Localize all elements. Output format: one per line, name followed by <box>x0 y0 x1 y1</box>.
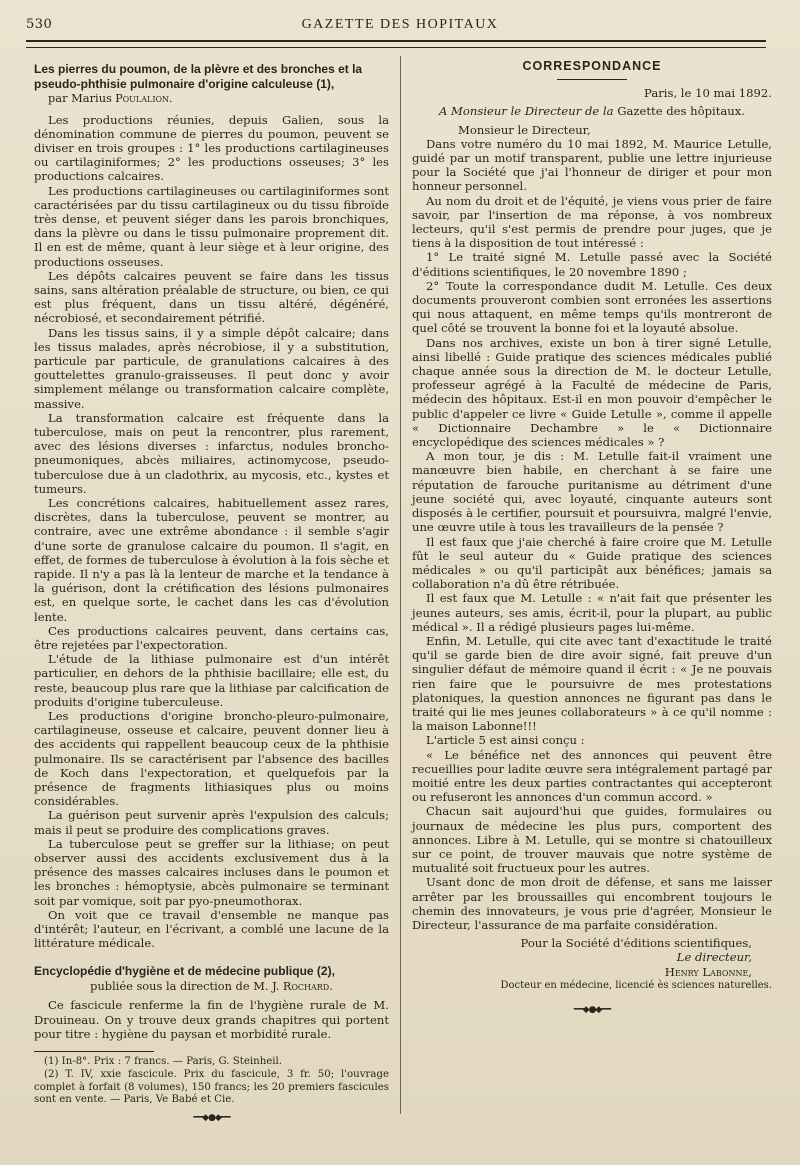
signature-society: Pour la Société d'éditions scientifiques, <box>520 936 752 951</box>
right-column <box>412 56 772 1021</box>
paragraph: Il est faux que M. Letulle : « n'ait fait que présenter les jeunes auteurs, ses amis, écrit-il, pour la plupart, au public médical ». Il a rédigé plusieurs pages lui-même. <box>412 591 772 634</box>
footnote-rule <box>34 1051 154 1052</box>
paragraph: Les productions d'origine broncho-pleuro-pulmonaire, cartilagineuse, osseuse et calcaire, peuvent donner lieu à des accidents qui rappellent beaucoup ceux de la phthisie pulmonaire. Ils se caractérisent par l'absence des bacilles de Koch dans l'expectoration, et quelquefois par la présence de fragments lithiasiques plus ou moins considérables. <box>34 709 389 809</box>
footnote: (1) In-8°. Prix : 7 francs. — Paris, G. Steinheil. <box>44 1056 283 1068</box>
paragraph: Dans votre numéro du 10 mai 1892, M. Maurice Letulle, guidé par un motif transparent, publie une lettre injurieuse pour la Société que j'ai l'honneur de diriger et pour mon honneur personnel. <box>412 136 772 194</box>
paragraph: Dans les tissus sains, il y a simple dépôt calcaire; dans les tissus malades, après nécrobiose, il y a substitution, particule par particule, de granulations calcaires à des gouttelettes granulo-graisseuses. Il peut donc y avoir simplement mélange ou transformation calcaire complète, massive. <box>34 325 389 411</box>
running-title: GAZETTE DES HOPITAUX <box>301 17 499 32</box>
salutation: Monsieur le Directeur, <box>458 122 591 137</box>
author-name: Poulalion <box>115 92 170 105</box>
paragraph: Les productions cartilagineuses ou cartilaginiformes sont caractérisées par du tissu cartilagineux ou du tissu fibroïde très dense, et peuvent siéger dans les parois bronchiques, dans la plèvre ou dans le tissu pulmonaire proprement dit. Il en est de même, quant à leur siège et à leur origine, des productions osseuses. <box>34 183 389 269</box>
paragraph: Dans nos archives, existe un bon à tirer signé Letulle, ainsi libellé : Guide pratique des sciences médicales publié chaque année sous la direction de M. le docteur Letulle, professeur agrégé à la Faculté de médecine de Paris, médecin des hôpitaux. Est-il en mon pouvoir d'empêcher le public d'appeler ce livre « Guide Letulle », comme il appelle « Dictionnaire Dechambre » le « Dictionnaire encyclopédique des sciences médicales » ? <box>412 335 772 450</box>
paragraph: On voit que ce travail d'ensemble ne manque pas d'intérêt; l'auteur, en l'écrivant, a comblé une lacune de la littérature médicale. <box>34 907 389 951</box>
paragraph: 2° Toute la correspondance dudit M. Letulle. Ces deux documents prouveront combien sont erronées les assertions qui nous attaquent, en même temps qu'ils montreront de quel côté se trouvent la bonne foi et la loyauté absolue. <box>412 278 772 336</box>
header-rule <box>26 40 766 48</box>
paragraph: Au nom du droit et de l'équité, je viens vous prier de faire savoir, par l'insertion de ma réponse, à vos nombreux lecteurs, qu'il s'est permis de prendre pour juges, que je tiens à la disposition de tout intéressé : <box>412 193 772 251</box>
subtitle-prefix: publiée sous la direction de M. J. <box>90 978 280 993</box>
paragraph: Usant donc de mon droit de défense, et sans me laisser arrêter par les broussailles qui encombrent toujours le chemin des innovateurs, je vous prie d'agréer, Monsieur le Directeur, l'assurance de ma parfaite considération. <box>412 875 772 932</box>
paragraph: A mon tour, je dis : M. Letulle fait-il vraiment une manœuvre bien habile, en cherchant à se faire une réputation de farouche puritanisme au détriment d'une jeune société qui, avec loyauté, cinquante auteurs sont disposés à le certifier, poursuit et poursuivra, malgré l'envie, une œuvre utile à tous les travailleurs de la pensée ? <box>412 449 772 535</box>
paragraph: Enfin, M. Letulle, qui cite avec tant d'exactitude le traité qu'il se garde bien de dire avoir signé, fait preuve d'un singulier défaut de mémoire quand il écrit : « Je ne pouvais rien faire que le poursuivre de mes protestations platoniques, la question annonces ne figurant pas dans le traité qui lie mes jeunes collaborateurs » à ce qu'il nomme : la maison Labonne!!! <box>412 633 772 734</box>
paragraph: 1° Le traité signé M. Letulle passé avec la Société d'éditions scientifiques, le 20 novembre 1890 ; <box>412 250 772 279</box>
paragraph: Les concrétions calcaires, habituellement assez rares, discrètes, dans la tuberculose, peuvent se montrer, au contraire, avec une extrême abondance : il semble s'agir d'une sorte de granulose calcaire du poumon. Il s'agit, en effet, de formes de tuberculose à évolution à la fois sèche et rapide. Il n'y a pas là la lenteur de marche et la tendance à la guérison, dont la crétification des lésions pulmonaires est, en quelque sorte, le cachet dans les cas d'évolution lente. <box>34 495 389 624</box>
article-title: Les pierres du poumon, de la plèvre et des bronches et la pseudo-phthisie pulmonaire d'origine calculeuse (1), par Marius Poulalion. <box>34 62 363 105</box>
section-rule <box>557 79 627 80</box>
left-column <box>34 56 389 1129</box>
page-number: 530 <box>26 17 53 32</box>
paragraph: Ce fascicule renferme la fin de l'hygiène rurale de M. Drouineau. On y trouve deux grands chapitres qui portent pour titre : hygiène du paysan et morbidité rurale. <box>34 998 389 1041</box>
page-header <box>26 14 774 38</box>
paragraph: Ces productions calcaires peuvent, dans certains cas, être rejetées par l'expectoration. <box>34 623 389 653</box>
paragraph: Les productions réunies, depuis Galien, sous la dénomination commune de pierres du poumon, peuvent se diviser en trois groupes : 1° les productions cartilagineuses ou cartilaginiformes; 2° les productions osseuses; 3° les productions calcaires. <box>34 112 389 184</box>
paragraph: L'article 5 est ainsi conçu : <box>426 733 585 748</box>
section-title: CORRESPONDANCE <box>522 59 662 73</box>
footnote: (2) T. IV, xxie fascicule. Prix du fascicule, 3 fr. 50; l'ouvrage complet à forfait (8 volumes), 150 francs; les 20 premiers fascicules sont en vente. — Paris, Ve Babé et Cie. <box>34 1068 389 1106</box>
paragraph: Il est faux que j'aie cherché à faire croire que M. Letulle fût le seul auteur du « Guide pratique des sciences médicales » ou qu'il participât aux bénéfices; jamais sa collaboration n'a dû être rétribuée. <box>412 534 772 592</box>
dateline: Paris, le 10 mai 1892. <box>644 86 772 101</box>
signature-name: Henry Labonne, <box>664 964 752 979</box>
author-prefix: par Marius <box>48 91 112 105</box>
paragraph: La guérison peut survenir après l'expulsion des calculs; mais il peut se produire des complications graves. <box>34 808 389 837</box>
address-journal: Gazette des hôpitaux. <box>617 104 745 119</box>
ornament-divider: ━━◆●◆━━ <box>573 1005 611 1015</box>
article-title: Encyclopédie d'hygiène et de médecine publique (2), publiée sous la direction de M. J. Rochard. <box>34 964 335 993</box>
column-divider <box>400 56 401 1114</box>
address-prefix: A Monsieur le Directeur de la <box>439 104 614 119</box>
article-title-text: Les pierres du poumon, de la plèvre et des bronches et la pseudo-phthisie pulmonaire d'origine calculeuse (1), <box>34 62 363 91</box>
address <box>412 104 772 118</box>
ornament-divider: ━━◆●◆━━ <box>193 1113 230 1124</box>
paragraph: L'étude de la lithiase pulmonaire est d'un intérêt particulier, en dehors de la phthisie bacillaire; elle est, du reste, beaucoup plus rare que la lithiase par calcification de produits d'origine tuberculeuse. <box>34 652 389 709</box>
signature-role: Le directeur, <box>676 950 752 965</box>
paragraph: Chacun sait aujourd'hui que guides, formulaires ou journaux de médecine les plus purs, comportent des annonces. Libre à M. Letulle, qui se montre si chatouilleux sur ce point, de trouver mauvais que notre système de mutualité soit fructueux pour les autres. <box>412 804 772 876</box>
paragraph: Les dépôts calcaires peuvent se faire dans les tissus sains, sans altération préalable de structure, ou bien, ce qui est plus fréquent, dans un tissu altéré, dégénéré, nécrobiosé, et secondairement pétrifié. <box>34 268 389 326</box>
paragraph: La transformation calcaire est fréquente dans la tuberculose, mais on peut la rencontrer, plus rarement, avec des lésions diverses : infarctus, nodules broncho-pneumoniques, abcès miliaires, actinomycose, pseudo-tuberculose due à un cladothrix, au mycosis, etc., kystes et tumeurs. <box>34 410 389 496</box>
paragraph: La tuberculose peut se greffer sur la lithiase; on peut observer aussi des accidents exclusivement dus à la présence des masses calcaires incluses dans le poumon et les bronches : hémoptysie, abcès pulmonaire se terminant soit par vomique, soit par pyo-pneumothorax. <box>34 836 389 908</box>
editor-name: Rochard <box>283 979 330 993</box>
article-title-text: Encyclopédie d'hygiène et de médecine publique (2), <box>34 964 335 979</box>
signature-title: Docteur en médecine, licencié ès sciences naturelles. <box>500 979 772 991</box>
quoted-article: « Le bénéfice net des annonces qui peuvent être recueillies pour ladite œuvre sera intégralement partagé par moitié entre les deux parties contractantes qui accepteront ou refuseront les annonces d'un commun accord. » <box>412 747 772 805</box>
